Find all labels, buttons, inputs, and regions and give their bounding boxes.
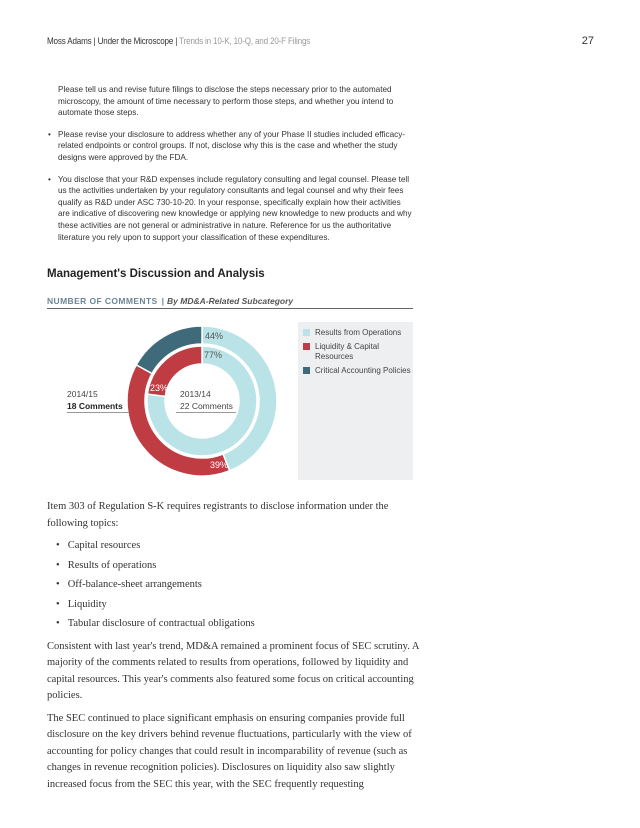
body-text — [47, 499, 419, 799]
intro-paragraph: Please tell us and revise future filings to disclose the steps necessary prior to the automated microscopy, the amount of time necessary to perform those steps, and whether you intend to automate those steps. — [58, 85, 394, 118]
legend-items — [303, 328, 413, 380]
outer-total: 18 Comments — [67, 401, 123, 411]
topic-item — [56, 577, 419, 594]
inner-total: 22 Comments — [180, 401, 233, 411]
topic-label: Results of operations — [67, 559, 157, 571]
legend-item — [303, 366, 413, 376]
leader-line — [176, 412, 236, 413]
bullet-icon: • — [56, 598, 60, 610]
bullet-icon: • — [56, 559, 60, 571]
swatch-icon — [303, 329, 310, 336]
swatch-icon — [303, 343, 310, 350]
header-subtitle: Trends in 10-K, 10-Q, and 20-F Filings — [179, 36, 311, 47]
paragraph: The SEC continued to place significant emphasis on ensuring companies provide full disclosure on the key drivers behind revenue fluctuations, particularly with the view of accounting for policy changes that could result in incomparability of revenue (such as changes in revenue recognition policies). Disclosures on liquidity also saw slightly increased focus from the SEC this year, with the SEC frequently requesting — [47, 712, 412, 790]
swatch-icon — [303, 367, 310, 374]
topic-label: Capital resources — [67, 540, 141, 551]
inner-year: 2013/14 — [180, 389, 211, 399]
chart-legend — [298, 322, 413, 480]
bullet-icon: • — [48, 129, 51, 139]
label-inner-liquidity: 23% — [150, 383, 169, 393]
topic-label: Off-balance-sheet arrangements — [67, 579, 202, 590]
header-brand: Moss Adams | Under the Microscope | — [47, 36, 178, 47]
bullet-text: You disclose that your R&D expenses include regulatory consulting and legal counsel. Please tell us the activities undertaken by your regulatory consultants and legal counsel and why their fees qualify as R&D under ASC 730-10-20. In your response, specifically explain how their activities are indicative of discovering new knowledge or applying new knowledge to new products and why these activities are not general or administrative in nature. Reference for us the authoritative literature you rely upon to support your classification of these expenditures. — [58, 174, 412, 242]
leader-line — [67, 412, 129, 413]
paragraph: Consistent with last year's trend, MD&A remained a prominent focus of SEC scrutiny. A majority of the comments related to results from operations, followed by liquidity and capital resources. This year's comments also featured some focus on critical accounting policies. — [47, 640, 419, 701]
label-outer-results: 44% — [205, 331, 224, 341]
label-outer-liquidity: 39% — [210, 460, 229, 470]
bullet-icon: • — [56, 618, 60, 629]
bullet-icon: • — [56, 579, 60, 590]
topic-item — [56, 538, 419, 555]
separator: | — [161, 296, 165, 306]
bullet-text: Please revise your disclosure to address whether any of your Phase II studies included efficacy-related endpoints or control groups. If not, disclose why this is the case and whether the study designs were approved by the FDA. — [58, 129, 406, 162]
chart-title: NUMBER OF COMMENTS — [47, 296, 158, 306]
topic-label: Tabular disclosure of contractual obligations — [67, 618, 255, 629]
topic-item — [56, 558, 419, 575]
bullet-icon: • — [56, 540, 60, 551]
outer-year: 2014/15 — [67, 389, 98, 399]
bullet-icon: • — [48, 174, 51, 184]
page-number: 27 — [581, 35, 594, 47]
legend-item — [303, 328, 413, 338]
serif-intro: Item 303 of Regulation S-K requires registrants to disclose information under the following topics: — [47, 501, 389, 529]
chart-subtitle: By MD&A-Related Subcategory — [167, 296, 294, 306]
topic-label: Liquidity — [67, 598, 107, 610]
label-inner-results: 77% — [204, 350, 223, 360]
legend-label: Critical Accounting Policies — [315, 366, 411, 375]
section-title: Management's Discussion and Analysis — [47, 268, 265, 280]
legend-item — [303, 342, 413, 362]
label-outer-critical: 17% — [115, 356, 134, 366]
topic-item — [56, 597, 419, 614]
topic-item — [56, 616, 419, 633]
legend-label: Liquidity & Capital Resources — [315, 342, 380, 361]
legend-label: Results from Operations — [315, 328, 402, 337]
